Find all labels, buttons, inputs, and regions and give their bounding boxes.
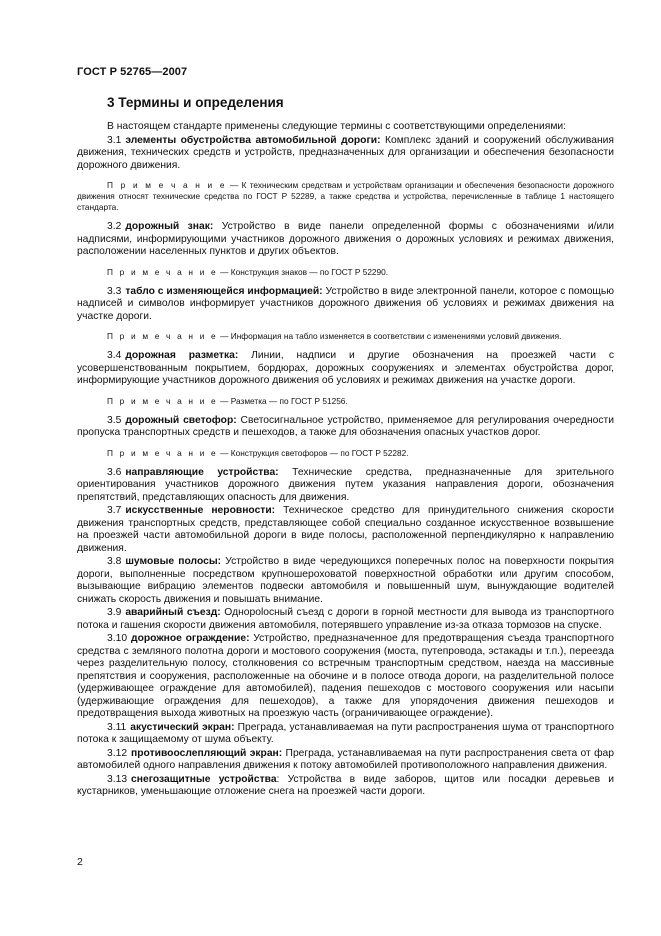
term-name: снегозащитные устройства: [131, 773, 277, 785]
term-name: дорожный знак:: [125, 221, 214, 232]
page-number: 2: [77, 856, 83, 868]
term-definition: Устройство в виде чередующихся поперечных полос на поверхности покрытия дороги, выполненные посредством крупношероховатой поверхностной обработки или другим способом, вызывающие вибрацию элементов подвески автомобиля и повышенный шум, вынуждающие водителей снижать скорость движения и повышать внимание.: [77, 556, 614, 605]
term-definition: Устройство в виде панели определенной формы с обозначениями и/или надписями, информирующими участников дорожного движения о дорожных условиях и режимах движения, расположении населенных пунктов и других объектов.: [77, 221, 614, 257]
term-number: 3.6: [107, 466, 122, 478]
term-definition: Комплекс зданий и сооружений обслуживания движения, технических средств и устройств, предназначенных для организации и обеспечения безопасности дорожного движения.: [77, 134, 614, 171]
section-title-text: Термины и определения: [118, 95, 284, 110]
term-number: 3.8: [107, 556, 122, 567]
note-text: — Информация на табло изменяется в соответствии с изменениями условий движения.: [217, 331, 562, 341]
term-number: 3.3: [107, 285, 122, 297]
term-name: противоослепляющий экран:: [131, 747, 283, 759]
term-name: шумовые полосы:: [125, 556, 222, 567]
section-title: [107, 95, 284, 110]
note-3-2: [77, 267, 614, 278]
note-3-3: [77, 331, 614, 342]
term-3-5: [77, 415, 614, 440]
note-text: — Конструкция светофоров — по ГОСТ Р 52282.: [217, 447, 409, 458]
note-label: П р и м е ч а н и е: [107, 447, 218, 458]
term-number: 3.10: [107, 633, 128, 644]
note-3-5: [77, 448, 614, 459]
note-3-1: [77, 180, 614, 213]
term-number: 3.7: [107, 505, 122, 516]
term-definition: Одноpolосный съезд с дороги в горной местности для вывода из транспортного потока и гашения скорости движения автомобиля, потерявшего управление из-за отказа тормозов на спуске.: [77, 607, 614, 631]
term-definition: Светосигнальное устройство, применяемое для регулирования очередности пропуска транспортных средств и пешеходов, а также для обозначения опасных участков дорог.: [77, 414, 614, 438]
term-3-6: [77, 467, 614, 505]
term-3-4: [77, 350, 614, 388]
term-3-9: [77, 607, 614, 632]
term-definition: Преграда, устанавливаемая на пути распространения шума от транспортного потока к защищаемому от шума объекту.: [77, 721, 614, 745]
note-label: П р и м е ч а н и е: [107, 395, 218, 406]
term-number: 3.4: [107, 350, 122, 361]
term-definition: Преграда, устанавливаемая на пути распространения света от фар автомобилей одного направления движения к потоку автомобилей противоположного направления движения.: [77, 747, 614, 771]
term-definition: Линии, надписи и другие обозначения на проезжей части с усовершенствованным покрытием, бордюрах, дорожных сооружениях и элементах обустройства дорог, информирующие участников дорожного движения об условиях и режимах движения на участке дороги.: [77, 350, 614, 386]
term-3-7: [77, 505, 614, 555]
term-name: дорожная разметка:: [125, 350, 239, 361]
document-header: ГОСТ Р 52765—2007: [77, 66, 188, 78]
term-number: 3.5: [107, 414, 122, 426]
term-number: 3.11: [107, 721, 127, 733]
term-3-13: [77, 774, 614, 799]
section-number: 3: [107, 95, 115, 110]
term-name: дорожное ограждение:: [131, 633, 250, 644]
term-definition: Технические средства, предназначенные для зрительного ориентирования участников дорожного движения путем указания направления дороги, обозначения препятствий, представляющих опасность для движения.: [77, 466, 614, 503]
term-3-11: [77, 722, 614, 747]
note-label: П р и м е ч а н и е: [107, 180, 227, 190]
term-name: акустический экран:: [130, 721, 235, 733]
term-definition: Устройство в виде электронной панели, которое с помощью надписей и символов информирует участников дорожного движения об условиях и режимах движения на участке дороги.: [77, 285, 614, 322]
term-number: 3.1: [107, 134, 122, 146]
term-number: 3.13: [107, 773, 128, 785]
term-3-2: [77, 221, 614, 259]
term-name: искусственные неровности:: [125, 505, 276, 516]
term-name: дорожный светофор:: [125, 414, 237, 426]
note-text: — К техническим средствам и устройствам организации и обеспечения безопасности дорожного движения относят технические средства по ГОСТ Р 52289, а также средства и устройства, перечисленные в таблице 1 настоящего стандарта.: [77, 180, 614, 212]
term-name: направляющие устройства:: [125, 466, 279, 478]
term-3-12: [77, 748, 614, 773]
term-definition: Устройство, предназначенное для предотвращения съезда транспортного средства с земляного полотна дороги и мостового сооружения (моста, путепровода, эстакады и т.п.), переезда через разделительную полосу, столкновения со встречным транспортным средством, наезда на массивные препятствия и сооружения, расположенные на обочине и в полосе отвода дороги, на разделительной полосе (удерживающее ограждение для автомобилей), падения пешеходов с мостового сооружения или насыпи (удерживающие ограждения для пешеходов), а также для упорядочения движения пешеходов и предотвращения выхода животных на проезжую часть (ограничивающее ограждение).: [77, 633, 614, 719]
note-label: П р и м е ч а н и е: [107, 331, 218, 341]
term-number: 3.9: [107, 607, 122, 618]
term-3-10: [77, 633, 614, 721]
term-number: 3.2: [107, 221, 122, 232]
note-text: — Разметка — по ГОСТ Р 51256.: [217, 395, 348, 406]
term-3-3: [77, 286, 614, 324]
intro-paragraph: В настоящем стандарте применены следующие термины с соответствующими определениями:: [107, 121, 567, 132]
document-body: [77, 121, 614, 799]
term-name: табло с изменяющейся информацией:: [125, 285, 323, 297]
term-name: элементы обустройства автомобильной дороги:: [125, 134, 381, 146]
term-definition: Техническое средство для принудительного снижения скорости движения транспортных средств, представляющее собой специально созданное искусственное возвышение на проезжей части автомобильной дороги в виде полосы, расположенной перпендикулярно к направлению движения.: [77, 505, 614, 554]
note-text: — Конструкция знаков — по ГОСТ Р 52290.: [217, 266, 389, 277]
term-definition: : Устройства в виде заборов, щитов или посадки деревьев и кустарников, уменьшающие отложение снега на проезжей части дороги.: [77, 773, 614, 797]
term-name: аварийный съезд:: [125, 607, 221, 618]
term-3-8: [77, 556, 614, 606]
term-3-1: [77, 135, 614, 173]
note-label: П р и м е ч а н и е: [107, 266, 218, 277]
note-3-4: [77, 396, 614, 407]
term-number: 3.12: [107, 747, 128, 759]
